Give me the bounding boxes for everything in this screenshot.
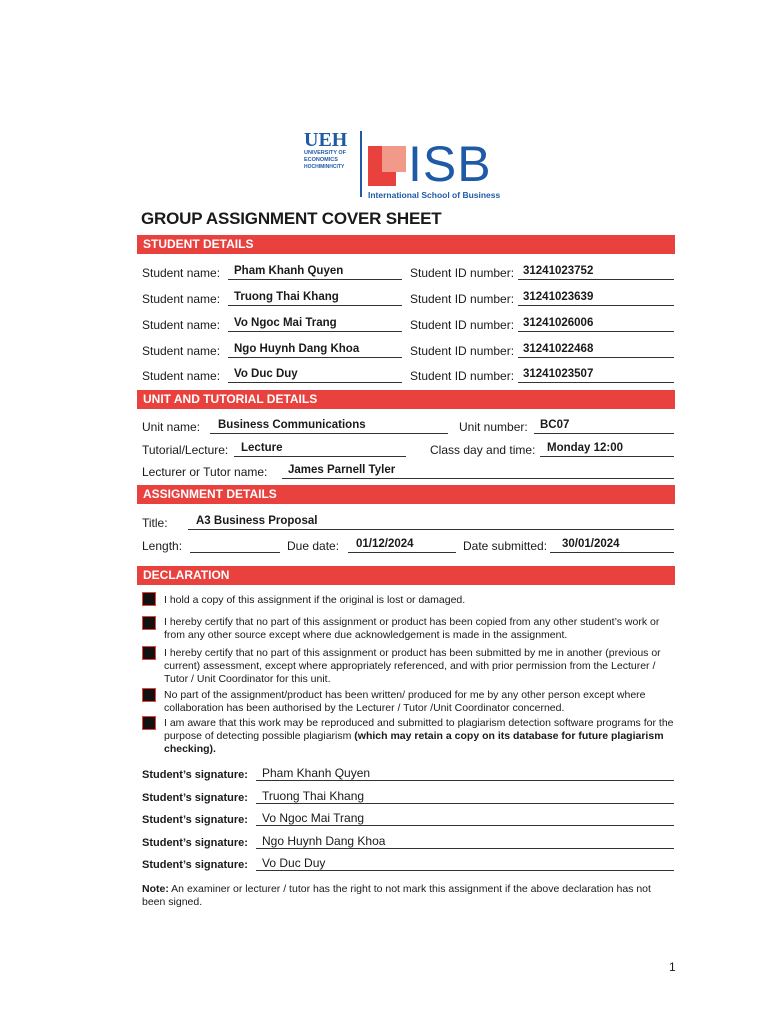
student-name-value: Truong Thai Khang (234, 291, 339, 303)
declaration-checkbox[interactable] (142, 646, 156, 660)
student-id-value: 31241026006 (523, 317, 594, 329)
ueh-logo-title: UEH (304, 129, 348, 151)
logo-divider (360, 131, 362, 197)
student-name-value: Pham Khanh Quyen (234, 265, 344, 277)
page-title: GROUP ASSIGNMENT COVER SHEET (141, 209, 442, 228)
date-submitted-label: Date submitted: (463, 539, 548, 553)
isb-logo-mark (368, 146, 406, 186)
declaration-checkbox[interactable] (142, 716, 156, 730)
declaration-text: I hold a copy of this assignment if the original is lost or damaged. (164, 594, 466, 606)
signature-value: Truong Thai Khang (262, 789, 365, 803)
student-name-label: Student name: (142, 266, 221, 280)
declaration-text: I am aware that this work may be reproduced and submitted to plagiarism detection software programs for the purpose of detecting possible plagiarism (164, 717, 674, 742)
student-id-value: 31241023507 (523, 368, 594, 380)
unit-number-label: Unit number: (459, 420, 528, 434)
signature-value: Vo Duc Duy (262, 856, 326, 870)
declaration-text: I hereby certify that no part of this assignment or product has been copied from any other student’s work or from any other source except where due acknowledgement is made in the assignment. (164, 616, 660, 641)
due-date-label: Due date: (287, 539, 340, 553)
student-name-label: Student name: (142, 292, 221, 306)
declaration-text: I hereby certify that no part of this assignment or product has been submitted by me in another (previous or current) assessment, except where appropriately referenced, and with prior permission from the Lecturer / Tutor / Unit Coordinator for this unit. (164, 647, 661, 685)
student-name-value: Ngo Huynh Dang Khoa (234, 343, 360, 355)
declaration-header: DECLARATION (137, 566, 675, 585)
isb-logo-text: ISB (408, 136, 492, 192)
student-name-value: Vo Duc Duy (234, 368, 298, 380)
length-label: Length: (142, 539, 183, 553)
unit-number-value: BC07 (540, 419, 570, 431)
tutorial-label: Tutorial/Lecture: (142, 443, 229, 457)
signature-label: Student’s signature: (142, 814, 248, 826)
ueh-logo-line3: HOCHIMINHCITY (304, 164, 345, 170)
student-name-label: Student name: (142, 318, 221, 332)
student-id-label: Student ID number: (410, 318, 515, 332)
date-submitted-value: 30/01/2024 (562, 538, 620, 550)
assignment-title-value: A3 Business Proposal (196, 515, 318, 527)
student-id-label: Student ID number: (410, 369, 515, 383)
student-details-header: STUDENT DETAILS (137, 235, 675, 254)
lecturer-value: James Parnell Tyler (288, 464, 396, 476)
signature-value: Vo Ngoc Mai Trang (262, 811, 365, 825)
unit-details-header: UNIT AND TUTORIAL DETAILS (137, 390, 675, 409)
ueh-logo-line2: ECONOMICS (304, 157, 338, 163)
unit-name-label: Unit name: (142, 420, 201, 434)
declaration-checkbox[interactable] (142, 616, 156, 630)
declaration-checkbox[interactable] (142, 592, 156, 606)
class-time-label: Class day and time: (430, 443, 536, 457)
student-id-label: Student ID number: (410, 266, 515, 280)
class-time-value: Monday 12:00 (547, 442, 624, 454)
student-id-label: Student ID number: (410, 292, 515, 306)
signature-value: Pham Khanh Quyen (262, 766, 371, 780)
signature-label: Student’s signature: (142, 837, 248, 849)
declaration-bold-tail: (which may retain a copy on its database for future plagiarism checking). (164, 730, 664, 755)
page-number: 1 (669, 960, 676, 974)
unit-name-value: Business Communications (218, 419, 366, 431)
ueh-logo (304, 130, 364, 180)
signature-value: Ngo Huynh Dang Khoa (262, 834, 386, 848)
tutorial-value: Lecture (241, 442, 283, 454)
note-text: An examiner or lecturer / tutor has the right to not mark this assignment if the above declaration has not been signed. (142, 883, 651, 908)
student-id-value: 31241023752 (523, 265, 594, 277)
signature-label: Student’s signature: (142, 769, 248, 781)
declaration-text-plagiarism (164, 717, 674, 756)
assignment-title-label: Title: (142, 516, 168, 530)
signature-label: Student’s signature: (142, 859, 248, 871)
note (142, 883, 662, 909)
student-id-value: 31241022468 (523, 343, 594, 355)
student-id-label: Student ID number: (410, 344, 515, 358)
declaration-checkbox[interactable] (142, 688, 156, 702)
length-field[interactable] (190, 538, 280, 553)
declaration-text: No part of the assignment/product has been written/ produced for me by any other person except where collaboration has been authorised by the Lecturer / Tutor /Unit Coordinator concerned. (164, 689, 646, 714)
lecturer-label: Lecturer or Tutor name: (142, 465, 268, 479)
student-name-label: Student name: (142, 369, 221, 383)
student-id-value: 31241023639 (523, 291, 594, 303)
signature-label: Student’s signature: (142, 792, 248, 804)
due-date-value: 01/12/2024 (356, 538, 414, 550)
student-name-value: Vo Ngoc Mai Trang (234, 317, 337, 329)
isb-logo-subtitle: International School of Business (368, 190, 501, 200)
ueh-logo-line1: UNIVERSITY OF (304, 150, 347, 156)
student-name-label: Student name: (142, 344, 221, 358)
note-label: Note: (142, 883, 169, 895)
assignment-details-header: ASSIGNMENT DETAILS (137, 485, 675, 504)
